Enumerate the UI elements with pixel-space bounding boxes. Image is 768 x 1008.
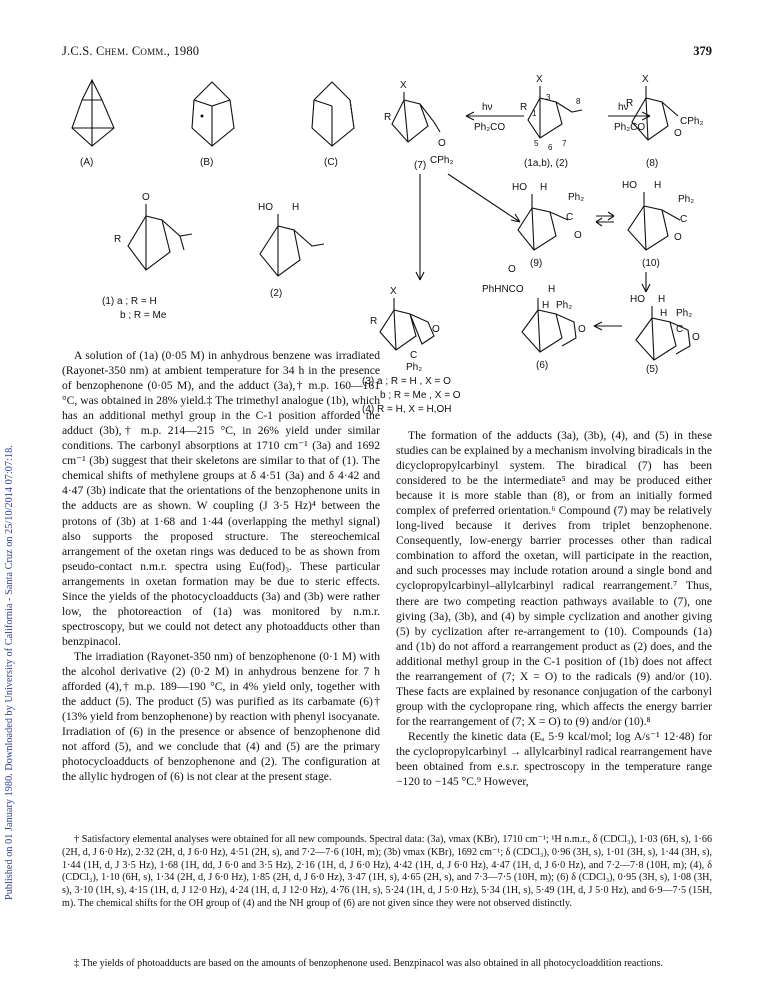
- svg-text:X: X: [400, 80, 407, 91]
- label-A: (A): [80, 157, 94, 168]
- label-3b: b ; R = Me , X = O: [380, 390, 461, 401]
- journal-title: J.C.S. Chem. Comm., 1980: [62, 44, 200, 58]
- svg-text:(7): (7): [414, 160, 427, 171]
- structure-7: [384, 80, 453, 171]
- svg-text:O: O: [508, 264, 516, 275]
- download-watermark: Published on 01 January 1980. Downloaded by University of California - Santa Cruz on 25/10/2014 07:07:18.: [4, 445, 15, 900]
- arrow-7-to-9: [448, 174, 520, 222]
- page-header: [62, 44, 712, 62]
- svg-text:O: O: [692, 332, 700, 343]
- svg-text:(6): (6): [536, 360, 549, 371]
- svg-text:(1a,b), (2): (1a,b), (2): [524, 158, 568, 169]
- svg-text:Ph₂: Ph₂: [678, 194, 695, 205]
- structure-2: [258, 202, 324, 299]
- svg-text:hν: hν: [482, 102, 493, 113]
- svg-text:HO: HO: [630, 294, 645, 305]
- footnote-spectral-data: † Satisfactory elemental analyses were obtained for all new compounds. Spectral data: (3a), νmax (KBr), 1710 cm⁻¹; ¹H n.m.r., δ (CDCl₃), 1·03 (6H, s), 1·66 (2H, d, J 6·0 Hz), 2·32 (2H, d, J 6·0 Hz), 4·51 (2H, s), and 7·2—7·6 (10H, m); (3b) νmax (KBr), 1692 cm⁻¹; δ (CDCl₃), 0·96 (3H, s), 1·01 (3H, s), 1·44 (3H, s), 1·44 (1H, d, J 3·5 Hz), 1·68 (1H, dd, J 6·0 and 3·5 Hz), 2·16 (1H, d, J 6·0 Hz), 4·42 (1H, d, J 6·0 Hz), 4·47 (1H, d, J 6·0 Hz), and 7·2—7·8 (10H, m); (4), δ (CDCl₃), 1·10 (6H, s), 1·34 (2H, d, J 6·0 Hz), 1·85 (2H, d, J 6·0 Hz), 3·47 (1H, s), 4·65 (2H, s), and 7·3—7·5 (10H, m); (6) δ (CDCl₃), 0·95 (3H, s), 1·08 (3H, s), 3·10 (1H, s), 4·15 (1H, d, J 12·0 Hz), 4·24 (1H, d, J 12·0 Hz), 4·76 (1H, s), 5·24 (1H, d, J 5·0 Hz), 5·34 (1H, s), 5·49 (1H, d, J 5·0 Hz), and 6·9—7·5 (15H, m). The chemical shifts for the OH group of (4) and the NH group of (6) are not given since they were not observed distinctly.: [62, 834, 712, 909]
- svg-text:HO: HO: [622, 180, 637, 191]
- arrow-7-to-3: [416, 174, 424, 280]
- structure-1-top: [520, 74, 582, 169]
- svg-text:C: C: [680, 214, 688, 225]
- label-4: (4) R = H, X = H,OH: [362, 404, 452, 415]
- arrow-10-to-5: [642, 272, 650, 292]
- label-1b: b ; R = Me: [120, 310, 167, 321]
- structure-B: [192, 82, 234, 168]
- svg-text:hν: hν: [618, 102, 629, 113]
- svg-text:(5): (5): [646, 364, 659, 375]
- svg-text:O: O: [674, 128, 682, 139]
- paragraph: Recently the kinetic data (Eₐ 5·9 kcal/mol; log A/s⁻¹ 12·48) for the cyclopropylcarbinyl → allylcarbinyl radical rearrangement have been obtained from e.s.r. spectroscopy in the temperature range −120 to −145 °C.⁹ However,: [396, 729, 712, 789]
- svg-text:3: 3: [546, 93, 551, 102]
- svg-text:Ph₂: Ph₂: [568, 192, 585, 203]
- svg-text:H: H: [292, 202, 300, 213]
- svg-text:Ph₂: Ph₂: [676, 308, 693, 319]
- paragraph: A solution of (1a) (0·05 M) in anhydrous benzene was irradiated (Rayonet-350 nm) at ambient temperature for 34 h in the presence of benzophenone (0·05 M), and the adduct (3a),† m.p. 160—161 °C, was obtained in 28% yield.‡ The trimethyl analogue (1b), which has an additional methyl group in the C-1 position afforded the adduct (3b),† m.p. 214—215 °C, in 26% yield under similar conditions. The carbonyl absorptions at 1710 cm⁻¹ (3a) and 1692 cm⁻¹ (3b) suggest that their skeletons are similar to that of (1). The chemical shifts of methylene groups at δ 4·51 (3a) and δ 4·42 and 4·47 (3b) indicate that the orientations of the benzophenone units in the adducts are as shown. W coupling (J 3·5 Hz)⁴ between the protons of (3b) at 1·68 and 1·44 (overlapping the methyl signal) also supports the proposed structure. The stereochemical arrangement of the oxetan rings was deduced to be as shown from pseudo-contact n.m.r. spectra using Eu(fod)₃. These particular arrangements in oxetan formation may be due to steric effects. Since the yields of the photocycloadducts (3a) and (3b) were rather low, the photoreaction of (1a) was monitored by n.m.r. spectroscopy, but we could not detect any photoadducts other than benzpinacol.: [62, 349, 380, 648]
- svg-text:X: X: [536, 74, 543, 85]
- photo-arrows: [466, 102, 650, 133]
- label-C: (C): [324, 157, 338, 168]
- svg-text:C: C: [676, 324, 684, 335]
- paragraph: The irradiation (Rayonet-350 nm) of benzophenone (0·1 M) with the alcohol derivative (2) (0·2 M) in anhydrous benzene for 7 h afforded (4),† m.p. 189—190 °C, in 4% yield only, together with the adduct (5). The product (5) was purified as its carbamate (6)† (13% yield from benzophenone) by reaction with phenyl isocyanate. Irradiation of (6) in the presence or absence of benzophenone did not afford (5), and we conclude that (4) and (5) are the primary photocycloadducts of benzophenone and (2). The configuration at the allylic hydrogen of (6) is not clear at the present stage.: [62, 649, 380, 784]
- svg-text:(10): (10): [642, 258, 660, 269]
- label-B: (B): [200, 157, 214, 168]
- svg-text:PhHNCO: PhHNCO: [482, 284, 524, 295]
- page-number: 379: [693, 44, 712, 58]
- left-column: [62, 348, 380, 784]
- label-1a: (1) a ; R = H: [102, 296, 157, 307]
- svg-text:R: R: [520, 102, 528, 113]
- label-3a: (3) a ; R = H , X = O: [362, 376, 451, 387]
- svg-text:Ph₂CO: Ph₂CO: [474, 122, 506, 133]
- svg-text:H: H: [654, 180, 662, 191]
- structure-A: [72, 80, 114, 168]
- svg-text:O: O: [142, 192, 150, 203]
- svg-text:CPh₂: CPh₂: [430, 155, 454, 166]
- svg-text:H: H: [540, 182, 548, 193]
- svg-text:O: O: [574, 230, 582, 241]
- svg-text:7: 7: [562, 139, 567, 148]
- paragraph: The formation of the adducts (3a), (3b), (4), and (5) in these studies can be explained by a mechanism involving biradicals in the dicyclopropylcarbinyl system. The biradical (7) has been considered to be the intermediate⁵ and may be produced either because it is more stable than (8), or from an initially formed complex of preferred orientation.⁶ Compound (7) may be relatively long-lived because it derives from triplet benzophenone. Consequently, low-energy barrier processes other than radical combination to afford the oxetan, will participate in the reaction, and such processes may include rotation around a single bond and cyclopropylcarbinyl–allylcarbinyl radical rearrangement.⁷ Thus, there are two competing reaction pathways available to (7), one giving (3a), (3b), and (4) by simple cyclization and another giving (5) by cyclization after re-arrangement to (10). Compounds (1a) and (1b) do not afford a rearrangement product as (2) does, and the additional methyl group in the C-1 position of (1b) does not affect the rearrangement of (7; X = O) to the radicals (9) and/or (10). These facts are explained by resonance conjugation of the carbonyl group with the cyclopropane ring, which affects the energy barrier for the rearrangement of (7; X = O) to (9) and/or (10).⁸: [396, 429, 712, 728]
- svg-text:(8): (8): [646, 158, 659, 169]
- svg-text:1: 1: [532, 109, 537, 118]
- right-column: [396, 428, 712, 789]
- svg-text:C: C: [410, 350, 418, 361]
- svg-text:X: X: [642, 74, 649, 85]
- svg-text:R: R: [370, 316, 378, 327]
- svg-text:H: H: [658, 294, 666, 305]
- svg-text:CPh₂: CPh₂: [680, 116, 704, 127]
- svg-text:H: H: [548, 284, 556, 295]
- structure-6: [482, 264, 586, 371]
- svg-text:H: H: [660, 308, 668, 319]
- svg-text:R: R: [114, 234, 122, 245]
- svg-text:HO: HO: [258, 202, 273, 213]
- structure-1: [102, 192, 192, 321]
- svg-text:O: O: [674, 232, 682, 243]
- footnote-yields: ‡ The yields of photoadducts are based on the amounts of benzophenone used. Benzpinacol was also obtained in all photocycloaddition reactions.: [74, 958, 664, 969]
- svg-text:C: C: [566, 212, 574, 223]
- svg-text:O: O: [438, 138, 446, 149]
- svg-text:Ph₂: Ph₂: [556, 300, 573, 311]
- structure-5: [630, 294, 700, 375]
- svg-text:O: O: [578, 324, 586, 335]
- svg-text:Ph₂: Ph₂: [406, 362, 423, 373]
- svg-text:X: X: [390, 286, 397, 297]
- svg-text:HO: HO: [512, 182, 527, 193]
- structure-10: [622, 180, 694, 269]
- arrow-5-to-6: [594, 322, 622, 330]
- svg-text:6: 6: [548, 143, 553, 152]
- equilibrium-arrow: [596, 212, 614, 226]
- svg-text:(2): (2): [270, 288, 283, 299]
- svg-text:R: R: [626, 98, 634, 109]
- svg-text:Ph₂CO: Ph₂CO: [614, 122, 646, 133]
- svg-text:(9): (9): [530, 258, 543, 269]
- svg-text:H: H: [542, 300, 550, 311]
- svg-text:8: 8: [576, 97, 581, 106]
- structure-9: [512, 182, 584, 269]
- svg-text:5: 5: [534, 139, 539, 148]
- svg-text:O: O: [432, 324, 440, 335]
- structure-C: [312, 82, 354, 168]
- svg-text:R: R: [384, 112, 392, 123]
